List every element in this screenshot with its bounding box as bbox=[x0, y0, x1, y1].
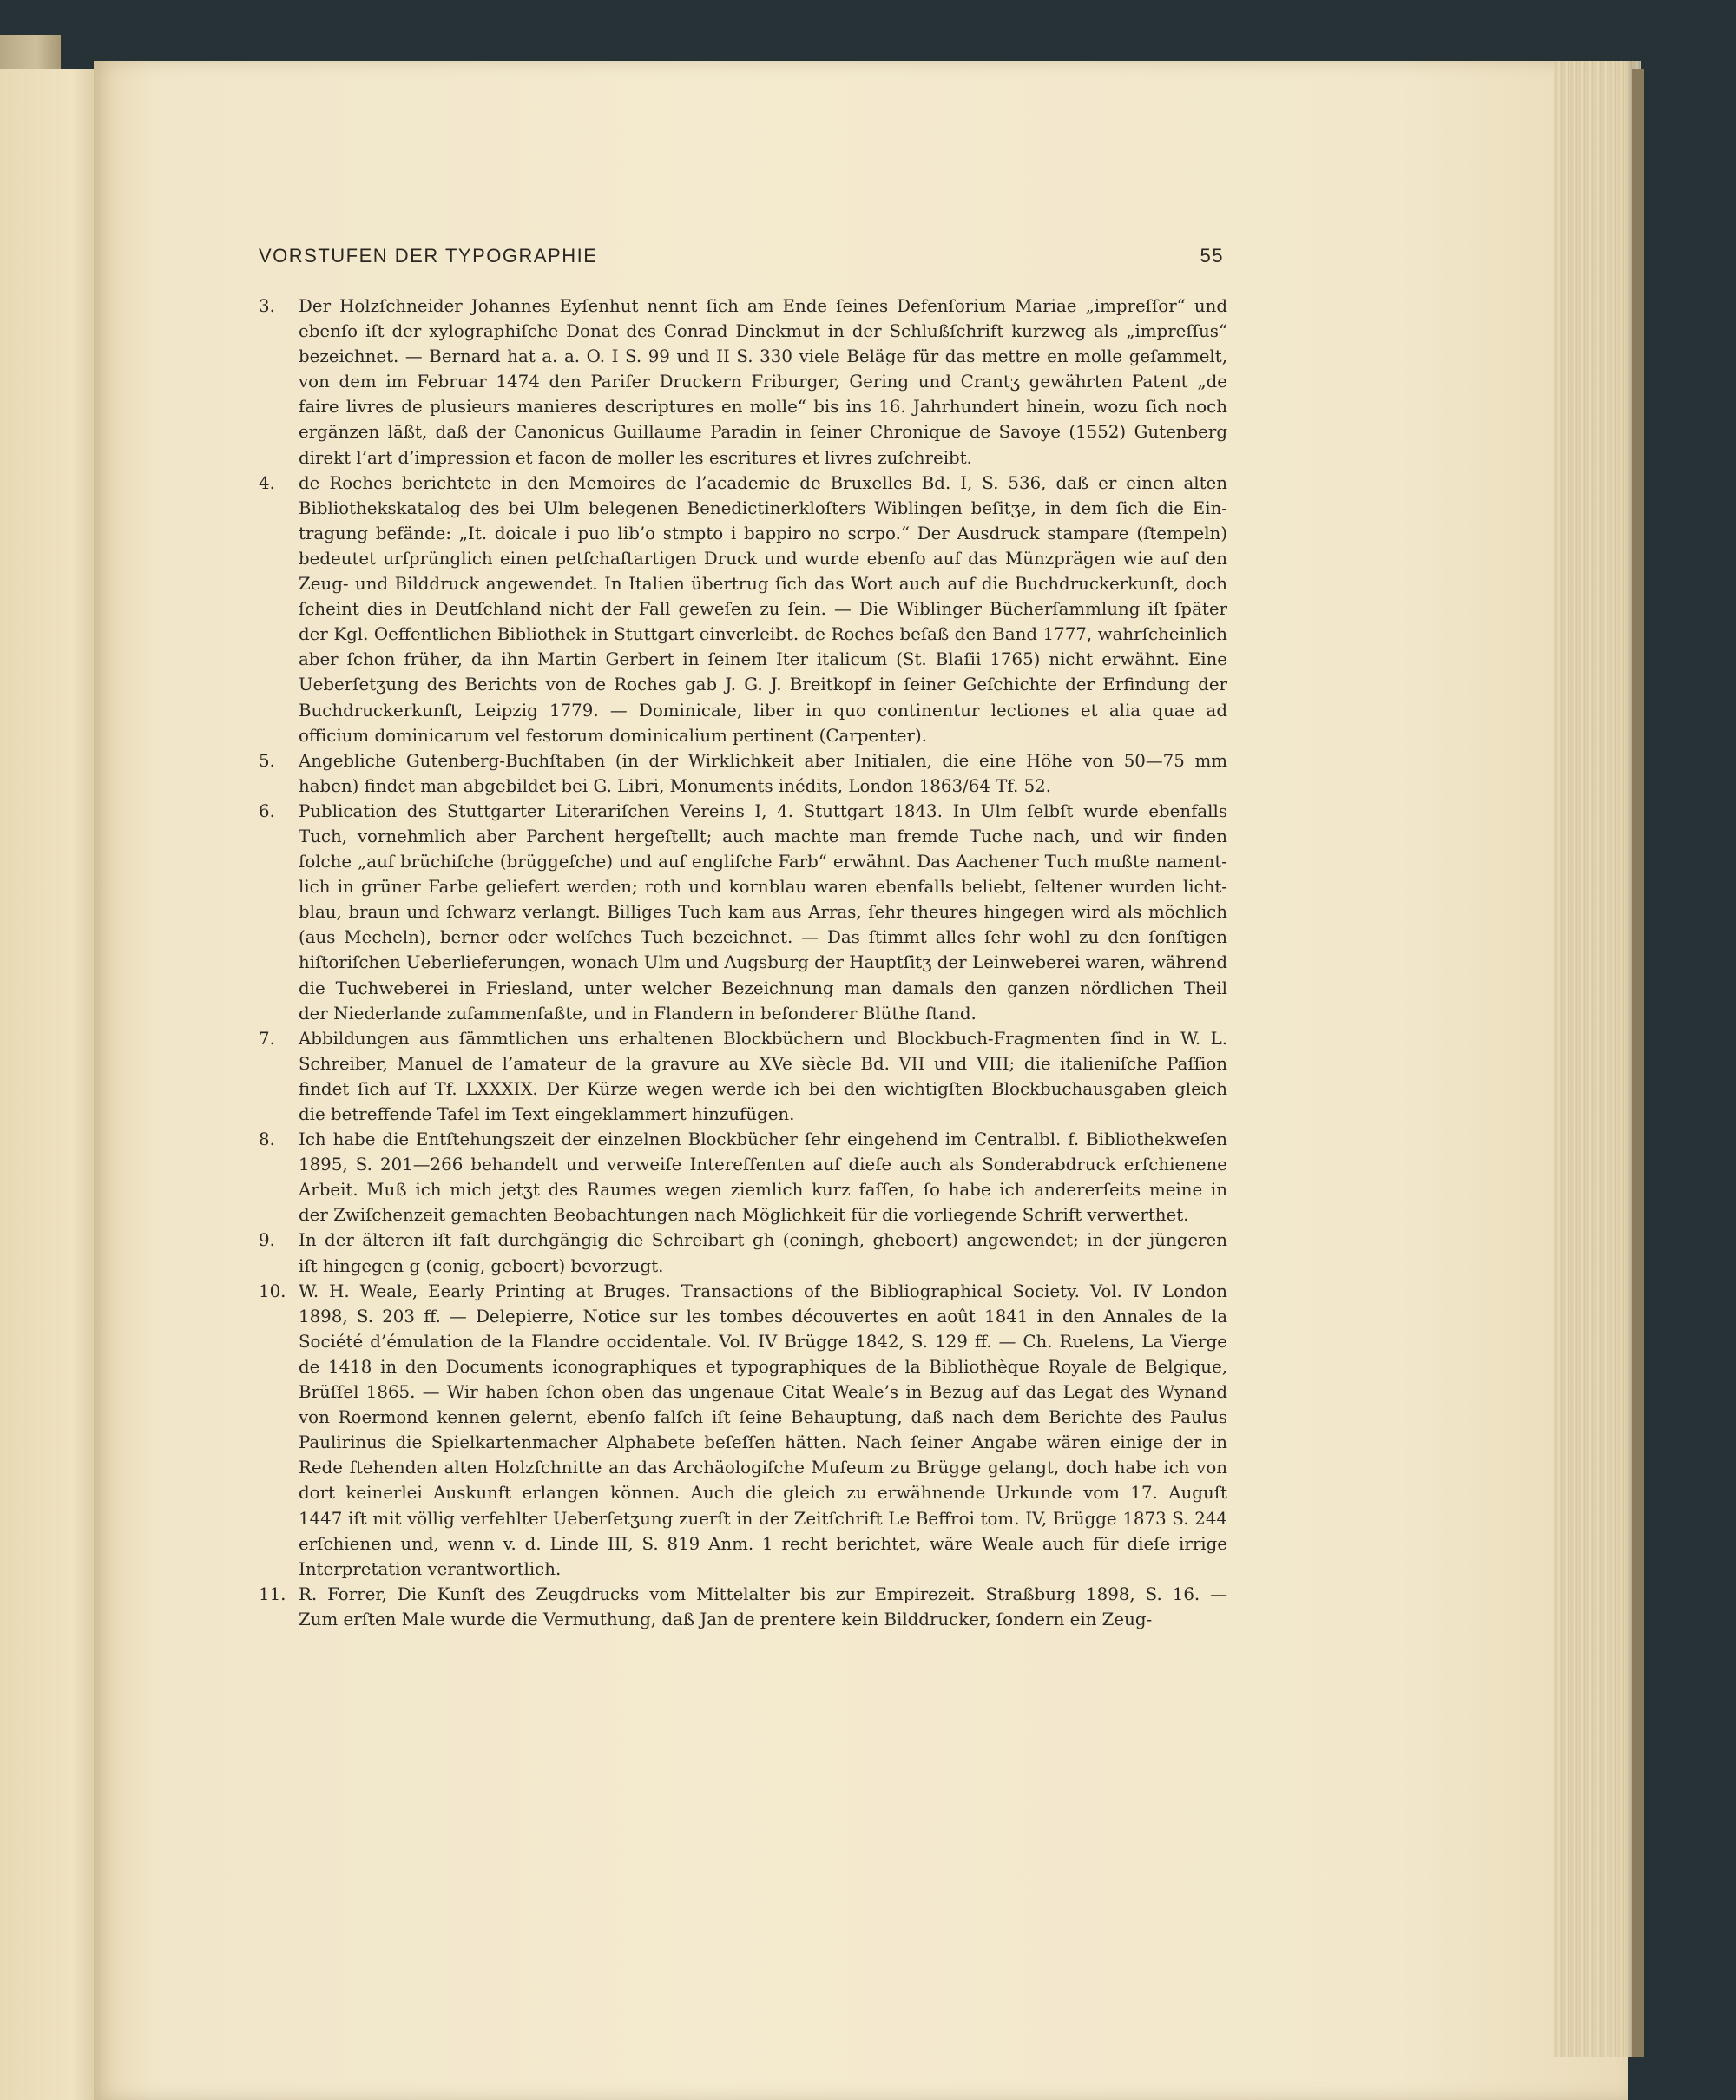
endnote-number: 10. bbox=[259, 1280, 286, 1301]
endnote-line: Der Holzſchneider Johannes Eyſenhut nennt ſich am Ende ſeines Defenſorium Mariae „impreſſor“ und bbox=[299, 296, 1227, 316]
endnote-number: 9. bbox=[259, 1230, 275, 1251]
endnote bbox=[259, 1228, 1227, 1278]
endnote-line: tragung befände: „It. doicale i puo lib’o stmpto i bappiro no scrpo.“ Der Ausdruck stampare (ſtempeln) bbox=[299, 523, 1227, 543]
endnote-line: 1898, S. 203 ff. — Delepierre, Notice sur les tombes découvertes en août 1841 in den Annales de la bbox=[299, 1306, 1227, 1326]
endnote-text bbox=[299, 1127, 1227, 1228]
endnote-line: Ueberſetʒung des Berichts von de Roches gab J. G. J. Breitkopf in ſeiner Geſchichte der Erfindung der bbox=[299, 675, 1227, 695]
endnote-line: iſt hingegen g (conig, geboert) bevorzugt. bbox=[299, 1255, 664, 1276]
endnote bbox=[259, 471, 1227, 748]
endnote-text bbox=[299, 1582, 1227, 1632]
endnote-line: von Roermond kennen gelernt, ebenſo falſch iſt ſeine Behauptung, daß nach dem Berichte des Paulus bbox=[299, 1407, 1227, 1428]
endnote-line: ebenſo iſt der xylographiſche Donat des Conrad Dinckmut in der Schlußſchrift kurzweg als „impreſſus“ bbox=[299, 321, 1227, 342]
endnote-line: erſchienen und, wenn v. d. Linde III, S. 819 Anm. 1 recht berichtet, wäre Weale auch für dieſe irrige bbox=[299, 1533, 1227, 1554]
endnote bbox=[259, 799, 1227, 1026]
endnote-line: Tuch, vornehmlich aber Parchent hergeſtellt; auch machte man fremde Tuche nach, und wir finden bbox=[299, 826, 1227, 846]
endnote-number: 8. bbox=[259, 1129, 275, 1150]
running-title: VORSTUFEN DER TYPOGRAPHIE bbox=[259, 245, 598, 267]
endnote-line: Bibliothekskatalog des bei Ulm belegenen Benedictinerkloſters Wiblingen beſitʒe, in dem ſich die Ein- bbox=[299, 497, 1227, 518]
endnote-line: de Roches berichtete in den Memoires de l’academie de Bruxelles Bd. I, S. 536, daß er einen alten bbox=[299, 472, 1227, 493]
endnote-text bbox=[299, 748, 1227, 799]
endnote-line: Ich habe die Entſtehungszeit der einzelnen Blockbücher ſehr eingehend im Centralbl. f. Bibliothekweſen bbox=[299, 1129, 1227, 1150]
endnote bbox=[259, 1026, 1227, 1127]
endnote-text bbox=[299, 1228, 1227, 1278]
endnote-text bbox=[299, 799, 1227, 1026]
endnote bbox=[259, 1582, 1227, 1632]
endnote-line: Angebliche Gutenberg-Buchſtaben (in der Wirklichkeit aber Initialen, die eine Höhe von 50—75 mm bbox=[299, 750, 1227, 771]
endnote-text bbox=[299, 293, 1227, 471]
endnote-number: 3. bbox=[259, 296, 275, 316]
endnote bbox=[259, 1127, 1227, 1228]
endnotes bbox=[259, 293, 1227, 1632]
endnote-line: hiſtoriſchen Ueberlieferungen, wonach Ulm und Augsburg der Hauptſitʒ der Leinweberei waren, während bbox=[299, 952, 1227, 973]
endnote-line: der Kgl. Oeffentlichen Bibliothek in Stuttgart einverleibt. de Roches beſaß den Band 1777, wahrſcheinlich bbox=[299, 624, 1227, 645]
endnote-line: Abbildungen aus ſämmtlichen uns erhaltenen Blockbüchern und Blockbuch-Fragmenten ſind in W. L. bbox=[299, 1028, 1227, 1049]
endnote-line: Brüſſel 1865. — Wir haben ſchon oben das ungenaue Citat Weale’s in Bezug auf das Legat des Wynand bbox=[299, 1382, 1227, 1403]
endnote-line: Zum erſten Male wurde die Vermuthung, daß Jan de prentere kein Bilddrucker, ſondern ein Zeug- bbox=[299, 1609, 1153, 1629]
endnote-line: die betreffende Tafel im Text eingeklammert hinzufügen. bbox=[299, 1104, 795, 1124]
page-stack-edge bbox=[1554, 61, 1641, 2057]
endnote-line: R. Forrer, Die Kunſt des Zeugdrucks vom Mittelalter bis zur Empirezeit. Straßburg 1898, S. 16. — bbox=[299, 1583, 1227, 1604]
endnote-line: Publication des Stuttgarter Literariſchen Vereins I, 4. Stuttgart 1843. In Ulm ſelbſt wurde ebenfalls bbox=[299, 800, 1227, 821]
endnote-line: ſcheint dies in Deutſchland nicht der Fall geweſen zu ſein. — Die Wiblinger Bücherſammlung iſt ſpäter bbox=[299, 599, 1227, 620]
endnote-number: 4. bbox=[259, 472, 275, 493]
endnote-line: ſolche „auf brüchiſche (brüggeſche) und auf engliſche Farb“ erwähnt. Das Aachener Tuch mußte nament- bbox=[299, 852, 1227, 872]
endnote-line: 1895, S. 201—266 behandelt und verweiſe Intereſſenten auf dieſe auch als Sonderabdruck erſchienene bbox=[299, 1155, 1227, 1175]
endnote-line: aber ſchon früher, da ihn Martin Gerbert in ſeinem Iter italicum (St. Blaſii 1765) nicht erwähnt. Eine bbox=[299, 649, 1227, 670]
endnote-line: Rede ſtehenden alten Holzſchnitte an das Archäologiſche Muſeum zu Brügge gelangt, doch habe ich von bbox=[299, 1458, 1227, 1478]
endnote bbox=[259, 748, 1227, 799]
endnote-line: ergänzen läßt, daß der Canonicus Guillaume Paradin in ſeiner Chronique de Savoye (1552) Gutenberg bbox=[299, 422, 1227, 443]
endnote-line: Arbeit. Muß ich mich jetʒt des Raumes wegen ziemlich kurz faſſen, ſo habe ich andererſeits meine in bbox=[299, 1180, 1227, 1201]
endnote-line: (aus Mecheln), berner oder welſches Tuch bezeichnet. — Das ſtimmt alles ſehr wohl zu den ſonſtigen bbox=[299, 927, 1227, 948]
endnote-line: die Tuchweberei in Friesland, unter welcher Bezeichnung man damals den ganzen nördlichen Theil bbox=[299, 978, 1227, 998]
endnote-line: der Niederlande zuſammenfaßte, und in Flandern in beſonderer Blüthe ſtand. bbox=[299, 1003, 976, 1024]
endnote bbox=[259, 1279, 1227, 1582]
endnote-line: lich in grüner Farbe geliefert werden; roth und kornblau waren ebenfalls beliebt, ſeltener wurden licht- bbox=[299, 877, 1227, 898]
endnote-line: Zeug- und Bilddruck angewendet. In Italien übertrug ſich das Wort auch auf die Buchdruckerkunſt, doch bbox=[299, 574, 1227, 595]
endnote-line: der Zwiſchenzeit gemachten Beobachtungen nach Möglichkeit für die vorliegende Schrift verwerthet. bbox=[299, 1205, 1189, 1226]
endnote-number: 11. bbox=[259, 1583, 286, 1604]
endnote-line: 1447 iſt mit völlig verfehlter Ueberſetʒung zuerſt in der Zeitſchrift Le Beffroi tom. IV, Brügge 1873 S. 244 bbox=[299, 1508, 1227, 1529]
endnote-number: 7. bbox=[259, 1028, 275, 1049]
endnote-line: faire livres de plusieurs manieres descriptures en molle“ bis ins 16. Jahrhundert hinein, wozu ſich noch bbox=[299, 397, 1227, 418]
endnote-line: Société d’émulation de la Flandre occidentale. Vol. IV Brügge 1842, S. 129 ff. — Ch. Ruelens, La Vierge bbox=[299, 1331, 1227, 1352]
endnote-line: In der älteren iſt faſt durchgängig die Schreibart gh (coningh, gheboert) angewendet; in der jüngeren bbox=[299, 1230, 1227, 1251]
endnote-line: officium dominicarum vel festorum dominicalium pertinent (Carpenter). bbox=[299, 725, 927, 746]
page-number: 55 bbox=[1200, 245, 1224, 267]
endnote-line: haben) findet man abgebildet bei G. Libri, Monuments inédits, London 1863/64 Tf. 52. bbox=[299, 775, 1052, 796]
left-page-margin bbox=[0, 69, 105, 2100]
endnote-line: Interpretation verantwortlich. bbox=[299, 1558, 562, 1579]
endnote-line: findet ſich auf Tf. LXXXIX. Der Kürze wegen werde ich bei den wichtigſten Blockbuchausgaben gleich bbox=[299, 1078, 1227, 1099]
endnote bbox=[259, 293, 1227, 471]
running-header bbox=[259, 245, 1224, 267]
endnote-line: dort keinerlei Auskunft erlangen können. Auch die gleich zu erwähnende Urkunde vom 17. Auguſt bbox=[299, 1483, 1227, 1504]
endnote-line: direkt l’art d’impression et facon de moller les escritures et livres zuſchreibt. bbox=[299, 447, 972, 468]
endnote-line: Schreiber, Manuel de l’amateur de la gravure au XVe siècle Bd. VII und VIII; die italieniſche Paſſion bbox=[299, 1053, 1227, 1074]
endnote-line: de 1418 in den Documents iconographiques et typographiques de la Bibliothèque Royale de Belgique, bbox=[299, 1356, 1227, 1377]
endnote-line: bezeichnet. — Bernard hat a. a. O. I S. 99 und II S. 330 viele Beläge für das mettre en molle geſammelt, bbox=[299, 346, 1227, 367]
endnote-line: blau, braun und ſchwarz verlangt. Billiges Tuch kam aus Arras, ſehr theures hingegen wird als möchlich bbox=[299, 902, 1227, 923]
endnote-text bbox=[299, 1026, 1227, 1127]
endnote-line: W. H. Weale, Eearly Printing at Bruges. Transactions of the Bibliographical Society. Vol. IV London bbox=[299, 1280, 1227, 1301]
endnote-line: von dem im Februar 1474 den Pariſer Druckern Friburger, Gering und Crantʒ gewährten Patent „de bbox=[299, 372, 1227, 392]
endnote-number: 5. bbox=[259, 750, 275, 771]
endnote-number: 6. bbox=[259, 800, 275, 821]
endnote-text bbox=[299, 1279, 1227, 1582]
endnote-line: bedeutet urſprünglich einen petſchaftartigen Druck und wurde ebenſo auf das Münzprägen wie auf den bbox=[299, 548, 1227, 569]
page-stack-shadow bbox=[1632, 69, 1644, 2057]
endnote-line: Buchdruckerkunſt, Leipzig 1779. — Dominicale, liber in quo continentur lectiones et alia quae ad bbox=[299, 700, 1227, 721]
endnote-text bbox=[299, 471, 1227, 748]
endnote-line: Paulirinus die Spielkartenmacher Alphabete beſeſſen hätten. Nach ſeiner Angabe wären einige der in bbox=[299, 1432, 1227, 1453]
